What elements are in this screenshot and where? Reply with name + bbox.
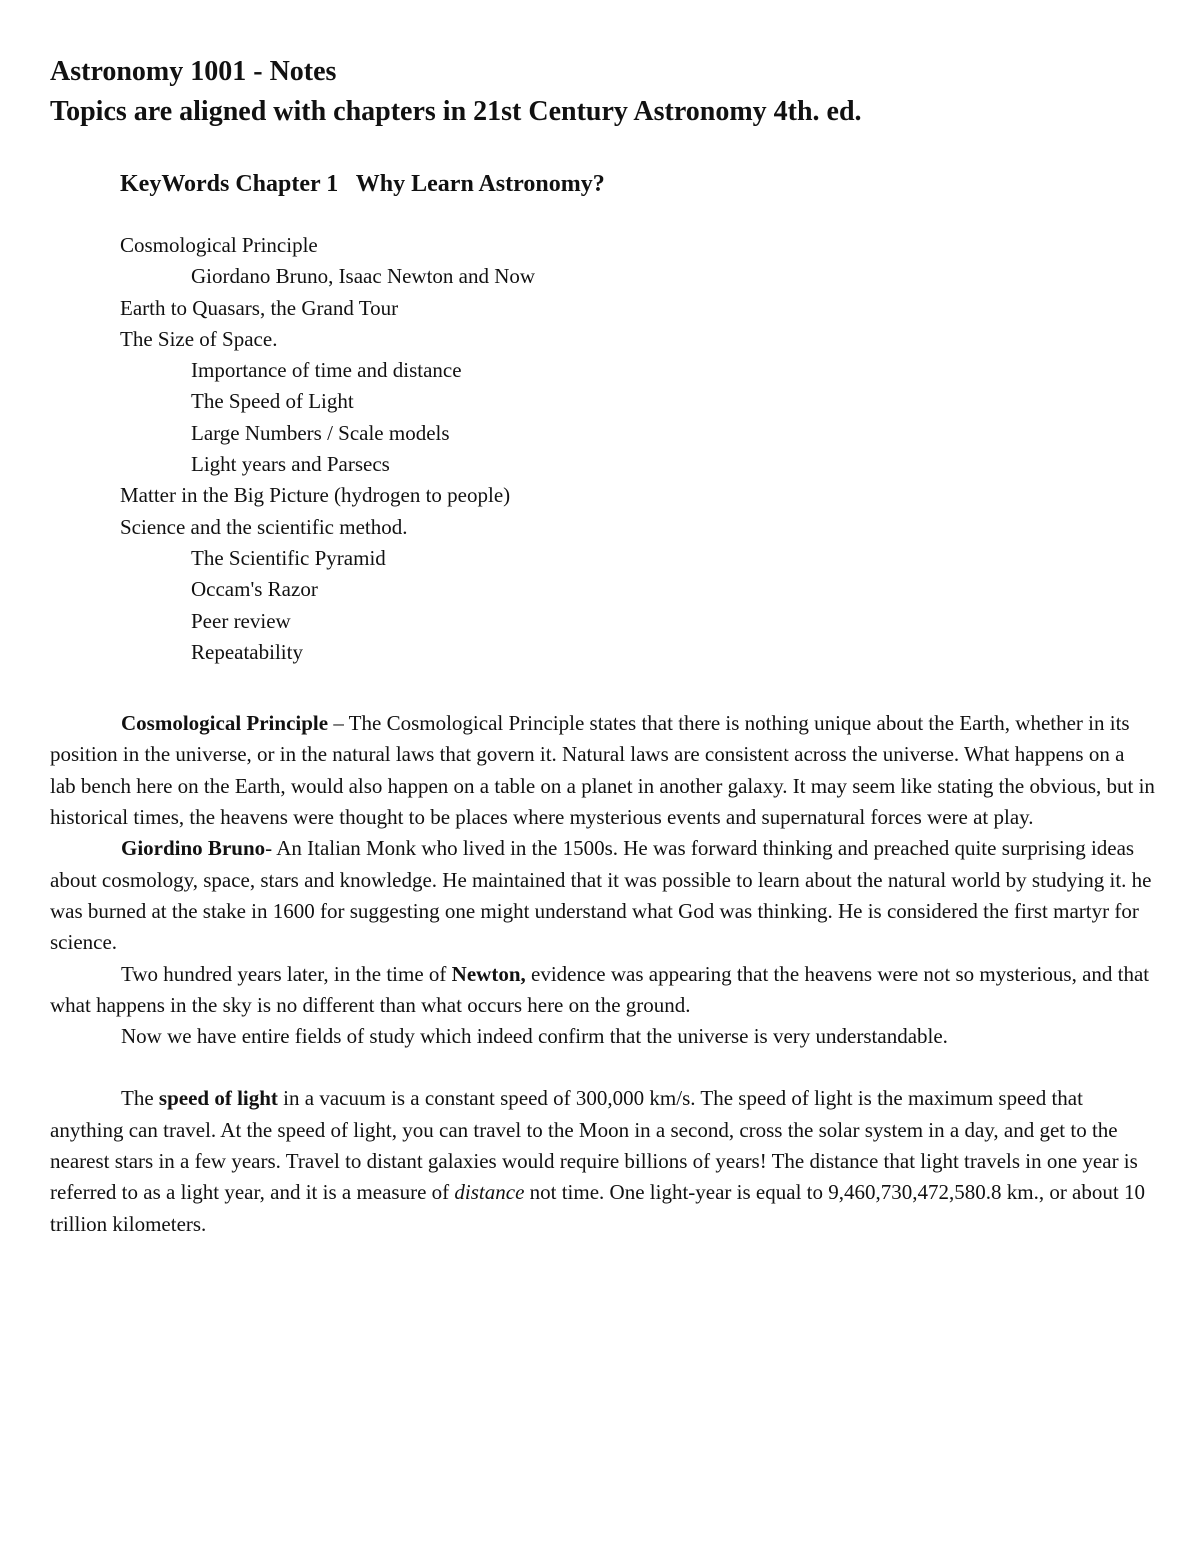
- title-line-2: Topics are aligned with chapters in 21st Century Astronomy 4th. ed.: [50, 96, 862, 127]
- outline-item: The Scientific Pyramid: [191, 545, 386, 570]
- paragraph-text: Two hundred years later, in the time of: [121, 961, 452, 986]
- outline-item: Large Numbers / Scale models: [191, 420, 450, 445]
- paragraph-text: The: [121, 1086, 159, 1111]
- document-body: [50, 708, 1155, 1240]
- document-title: [50, 52, 1155, 132]
- outline-item: Matter in the Big Picture (hydrogen to people): [120, 483, 511, 508]
- outline-item: Science and the scientific method.: [120, 514, 408, 539]
- paragraph-now: [50, 1021, 1155, 1052]
- paragraph-cosmological-principle: [50, 708, 1155, 833]
- outline-item: Peer review: [191, 608, 291, 633]
- italic-distance: distance: [454, 1180, 525, 1205]
- outline-item: Occam's Razor: [191, 577, 318, 602]
- paragraph-text: not time. One light-year is equal to 9,460,730,472,580.8 km., or about 10 trillion kilometers.: [50, 1180, 1145, 1236]
- term-cosmological-principle: Cosmological Principle: [121, 711, 329, 736]
- document-page: [50, 52, 1155, 1240]
- paragraph-text: – The Cosmological Principle states that there is nothing unique about the Earth, whether in its position in the universe, or in the natural laws that govern it. Natural laws are consistent across the universe. What happens on a lab bench here on the Earth, would also happen on a table on a planet in another galaxy. It may seem like stating the obvious, but in historical times, the heavens were thought to be places where mysterious events and supernatural forces were at play.: [50, 711, 1155, 830]
- term-speed-of-light: speed of light: [158, 1086, 278, 1111]
- outline-item: Giordano Bruno, Isaac Newton and Now: [191, 264, 536, 289]
- term-newton: Newton,: [451, 961, 526, 986]
- outline-item: Importance of time and distance: [191, 358, 462, 383]
- term-bruno: Giordino Bruno: [121, 836, 266, 861]
- outline-item: Cosmological Principle: [120, 233, 318, 257]
- paragraph-text: evidence was appearing that the heavens were not so mysterious, and that what happens in the sky is no different than what occurs here on the ground.: [50, 961, 1150, 1017]
- keyword-outline: [120, 230, 1155, 668]
- paragraph-text: Now we have entire fields of study which indeed confirm that the universe is very understandable.: [121, 1024, 948, 1049]
- outline-item: Repeatability: [191, 639, 303, 664]
- outline-item: The Size of Space.: [120, 326, 278, 351]
- paragraph-text: in a vacuum is a constant speed of 300,000 km/s. The speed of light is the maximum speed that anything can travel. At the speed of light, you can travel to the Moon in a second, cross the solar system in a day, and get to the nearest stars in a few years. Travel to distant galaxies would require billions of years! The distance that light travels in one year is referred to as a light year, and it is a measure of: [50, 1086, 1138, 1205]
- outline-item: Earth to Quasars, the Grand Tour: [120, 295, 399, 320]
- paragraph-bruno: [50, 833, 1155, 958]
- paragraph-newton: [50, 959, 1155, 1022]
- title-line-1: Astronomy 1001 - Notes: [50, 56, 337, 87]
- outline-item: Light years and Parsecs: [191, 452, 390, 477]
- outline-item: The Speed of Light: [191, 389, 354, 414]
- section-heading: KeyWords Chapter 1 Why Learn Astronomy?: [120, 171, 605, 197]
- paragraph-text: - An Italian Monk who lived in the 1500s. He was forward thinking and preached quite surprising ideas about cosmology, space, stars and knowledge. He maintained that it was possible to learn about the natural world by studying it. he was burned at the stake in 1600 for suggesting one might understand what God was thinking. He is considered the first martyr for science.: [50, 836, 1152, 955]
- paragraph-speed-of-light: [50, 1083, 1155, 1239]
